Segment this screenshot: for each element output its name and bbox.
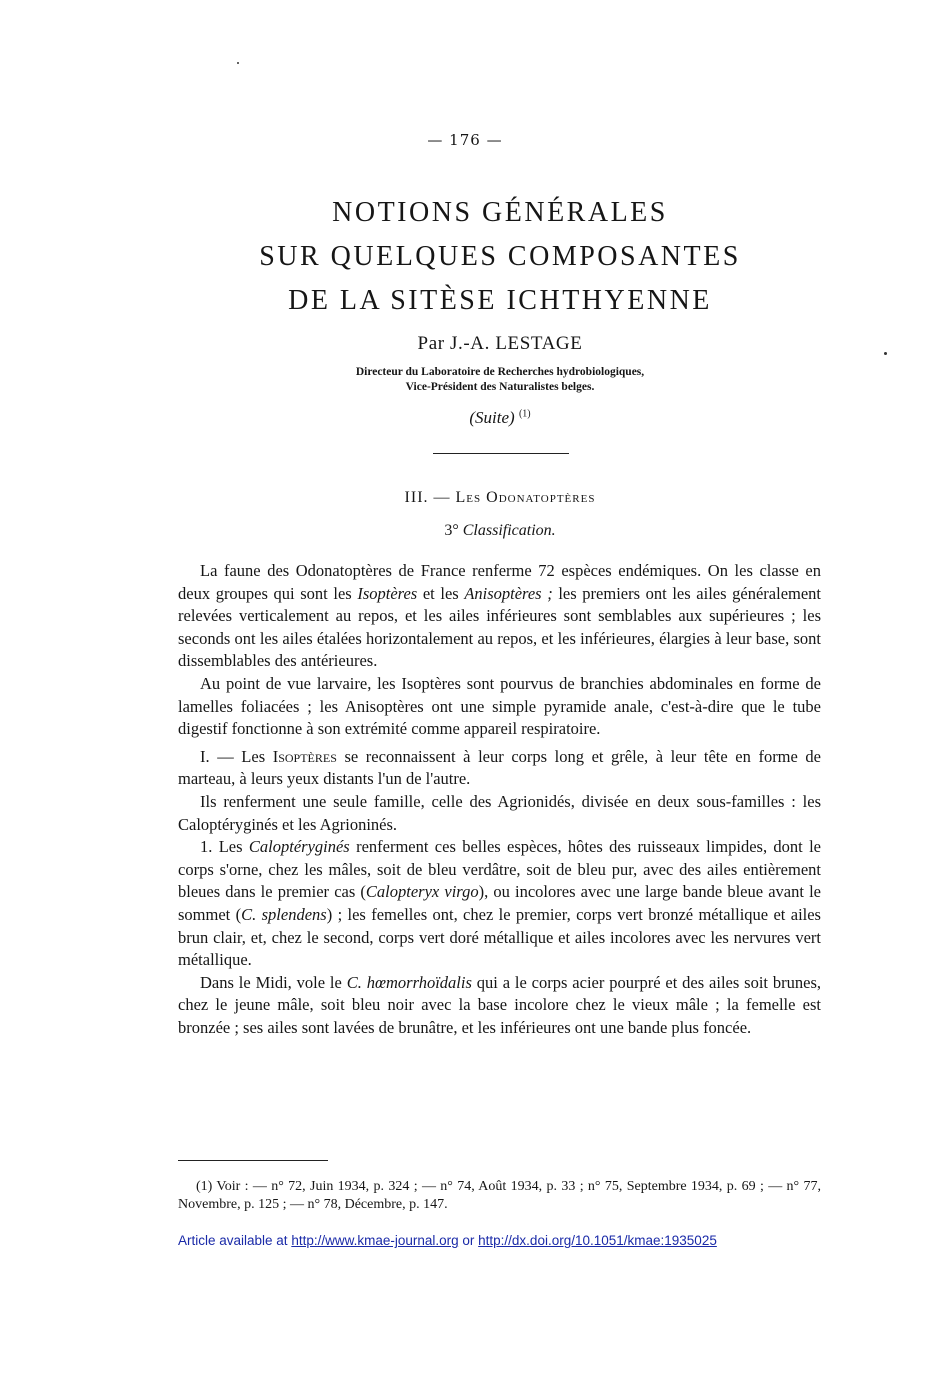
footnote-rule [178,1160,328,1161]
p6-text-a: Dans le Midi, vole le [200,972,347,992]
p5-text-c: ), ou incolores avec une large bande bleue avant le sommet ( [178,882,821,924]
subsection-number: 3° [444,522,463,539]
p1-text-c: les premiers ont les ailes généralement relevées verticalement au repos, et les ailes inférieures sont semblables aux supérieures ; les seconds ont les ailes étalées horizontalement au repos, et les inférieures, élargies à leur base, sont dissemblables des antérieures. [178,583,822,671]
p1-term-isopteres: Isoptères [357,583,418,603]
title-separator [433,453,569,454]
article-availability [178,1233,717,1248]
p1-term-anisopteres: Anisoptères ; [464,583,553,603]
p1-text-b: et les [417,583,465,603]
section-number: III. — [404,489,456,506]
continuation-note [0,408,930,428]
paragraph-4: Ils renferment une seule famille, celle des Agrionidés, divisée en deux sous-familles : les Caloptéryginés et les Agrioninés. [178,791,821,834]
p6-text-b: qui a le corps acier pourpré et des ailes soit brunes, chez le jeune mâle, soit bleu noir avec la base incolore chez le vieux mâle ; la femelle est bronzée ; ses ailes sont lavées de brunâtre, et les inférieures ont une bande plus foncée. [178,972,821,1037]
doi-link[interactable]: http://dx.doi.org/10.1051/kmae:1935025 [478,1233,717,1248]
p3-text-b: se reconnaissent à leur corps long et grêle, à leur tête en forme de marteau, à leurs yeux distants l'un de l'autre. [178,746,821,789]
paragraph-5 [178,836,821,972]
affiliation-line-2: Vice-Président des Naturalistes belges. [405,381,595,393]
p5-text-d: ) ; les femelles ont, chez le premier, corps vert bronzé métallique et ailes brun clair, et, chez le second, corps vert doré métallique et ailes incolores avec les nervures vert métallique. [178,904,821,970]
availability-prefix: Article available at [178,1233,292,1248]
footnote: (1) Voir : — n° 72, Juin 1934, p. 324 ; — n° 74, Août 1934, p. 33 ; n° 75, Septembre 1934, p. 69 ; — n° 77, Novembre, p. 125 ; — n° 78, Décembre, p. 147. [178,1179,821,1212]
section-title: Les Odonatoptères [455,489,596,506]
availability-middle: or [458,1233,479,1248]
p5-text-b: renferment ces belles espèces, hôtes des ruisseaux limpides, dont le corps s'orne, chez les mâles, soit de bleu verdâtre, soit de bleu pur, avec des ailes entièrement bleues dans le premier cas ( [178,837,822,902]
article-title [0,191,930,323]
paragraph-6 [178,972,821,1040]
article-body [178,560,821,1039]
author-affiliation [0,365,930,395]
p6-term-haemorrhoidalis: C. hœmorrhoïdalis [346,972,472,992]
paragraph-3 [178,746,821,791]
suite-label: (Suite) [469,408,515,427]
subsection-heading [0,522,930,540]
p5-text-a: 1. Les [200,837,249,857]
subsection-title: Classification. [462,522,556,539]
paragraph-1 [178,560,821,673]
title-line-3: DE LA SITÈSE ICHTHYENNE [288,285,712,316]
title-line-2: SUR QUELQUES COMPOSANTES [259,241,741,272]
p5-term-calopteryginés: Caloptéryginés [248,837,350,857]
author-byline: Par J.-A. LESTAGE [417,333,583,354]
scan-speck [237,62,239,64]
footnote-marker: (1) [518,408,531,420]
p3-text-a: I. — Les [200,746,273,766]
p5-term-virgo: Calopteryx virgo [365,882,479,902]
p3-term-isopteres: Isoptères [272,746,337,766]
p1-text-a: La faune des Odonatoptères de France renferme 72 espèces endémiques. On les classe en deux groupes qui sont les [178,561,821,603]
affiliation-line-1: Directeur du Laboratoire de Recherches hydrobiologiques, [355,366,645,378]
section-heading [0,489,930,507]
p5-term-splendens: C. splendens [241,904,327,924]
paragraph-2: Au point de vue larvaire, les Isoptères sont pourvus de branchies abdominales en forme de lamelles foliacées ; les Anisoptères ont une simple pyramide anale, c'est-à-dire que le tube digestif fonctionne à son extrémité comme appareil respiratoire. [178,673,821,739]
journal-link[interactable]: http://www.kmae-journal.org [291,1233,459,1248]
title-line-1: NOTIONS GÉNÉRALES [332,197,668,228]
page-number: — 176 — [427,131,503,149]
scan-speck [884,352,887,355]
